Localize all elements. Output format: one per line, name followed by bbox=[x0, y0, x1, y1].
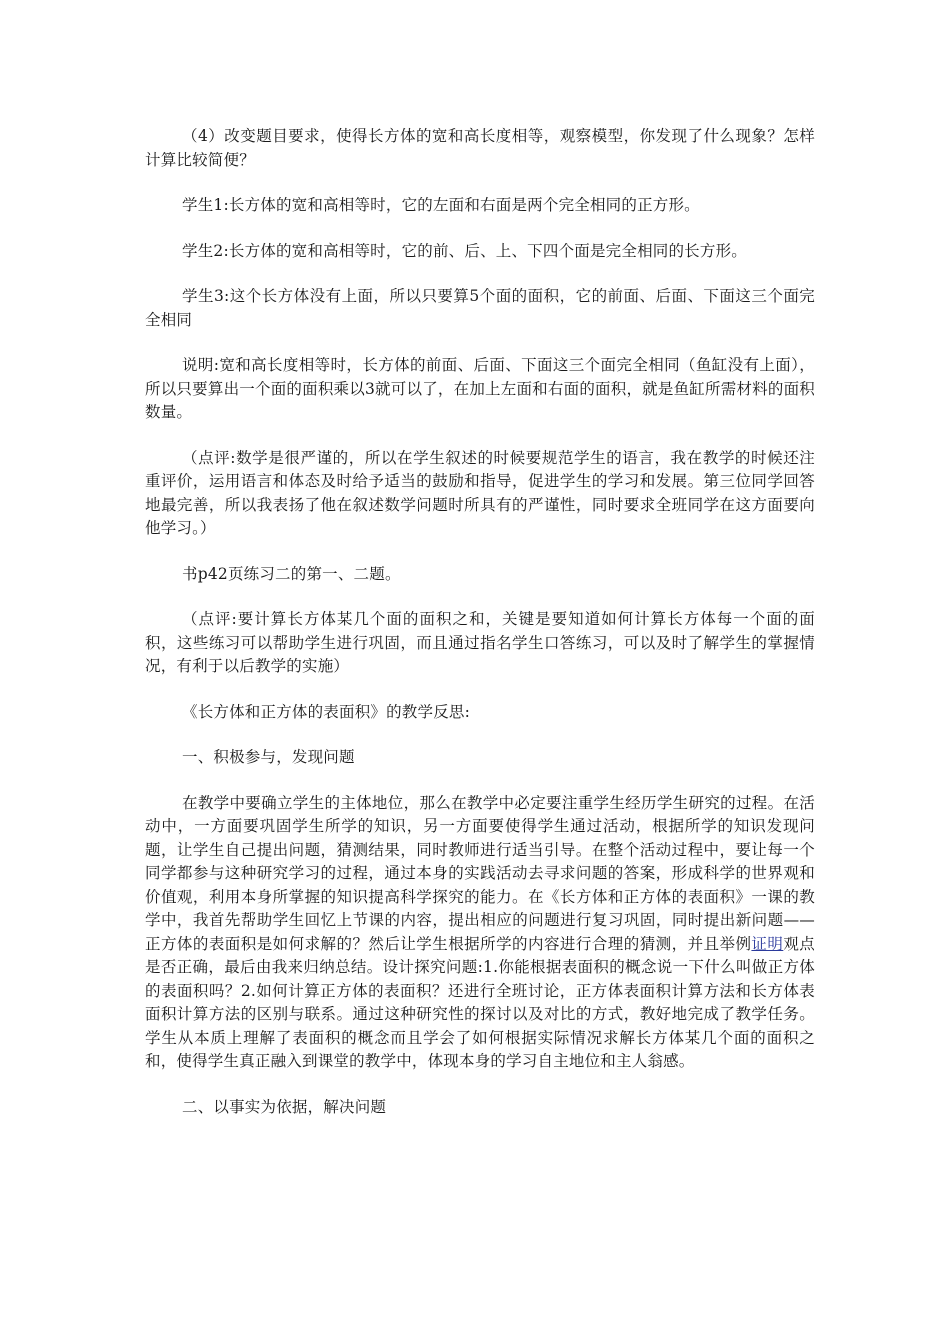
document-body bbox=[145, 125, 815, 1141]
proof-link[interactable]: 证明 bbox=[751, 934, 784, 953]
paragraph-reflection-body bbox=[145, 792, 815, 1074]
section-heading-2: 二、以事实为依据，解决问题 bbox=[182, 1097, 387, 1116]
paragraph-student-2: 学生2:长方体的宽和高相等时，它的前、后、上、下四个面是完全相同的长方形。 bbox=[182, 241, 747, 260]
reflection-text-before: 在教学中要确立学生的主体地位，那么在教学中必定要注重学生经历学生研究的过程。在活动中，一方面要巩固学生所学的知识，另一方面要使得学生通过活动，根据所学的知识发现问题，让学生自己提出问题，猜测结果，同时教师进行适当引导。在整个活动过程中，要让每一个同学都参与这种研究学习的过程，通过本身的实践活动去寻求问题的答案，形成科学的世界观和价值观，利用本身所掌握的知识提高科学探究的能力。在《长方体和正方体的表面积》一课的教学中，我首先帮助学生回忆上节课的内容，提出相应的问题进行复习巩固，同时提出新问题——正方体的表面积是如何求解的？然后让学生根据所学的内容进行合理的猜测，并且举例 bbox=[145, 793, 815, 953]
paragraph-reflection-title: 《长方体和正方体的表面积》的教学反思: bbox=[182, 702, 471, 721]
paragraph-student-3: 学生3:这个长方体没有上面，所以只要算5个面的面积，它的前面、后面、下面这三个面完全相同 bbox=[145, 287, 815, 329]
paragraph-comment-2: （点评:要计算长方体某几个面的面积之和，关键是要知道如何计算长方体每一个面的面积，这些练习可以帮助学生进行巩固，而且通过指名学生口答练习，可以及时了解学生的掌握情况，有利于以后教学的实施） bbox=[145, 610, 815, 675]
reflection-text-after: 观点是否正确，最后由我来归纳总结。设计探究问题:1.你能根据表面积的概念说一下什么叫做正方体的表面积吗？2.如何计算正方体的表面积？还进行全班讨论，正方体表面积计算方法和长方体表面积计算方法的区别与联系。通过这种研究性的探讨以及对比的方式，教好地完成了教学任务。学生从本质上理解了表面积的概念而且学会了如何根据实际情况求解长方体某几个面的面积之和，使得学生真正融入到课堂的教学中，体现本身的学习自主地位和主人翁感。 bbox=[145, 934, 816, 1070]
paragraph-explanation: 说明:宽和高长度相等时，长方体的前面、后面、下面这三个面完全相同（鱼缸没有上面），所以只要算出一个面的面积乘以3就可以了，在加上左面和右面的面积，就是鱼缸所需材料的面积数量。 bbox=[145, 356, 815, 421]
paragraph-student-1: 学生1:长方体的宽和高相等时，它的左面和右面是两个完全相同的正方形。 bbox=[182, 196, 700, 214]
paragraph-question-4: （4）改变题目要求，使得长方体的宽和高长度相等，观察模型，你发现了什么现象？怎样计算比较简便？ bbox=[145, 127, 815, 169]
paragraph-comment-1: （点评:数学是很严谨的，所以在学生叙述的时候要规范学生的语言，我在教学的时候还注重评价，运用语言和体态及时给予适当的鼓励和指导，促进学生的学习和发展。第三位同学回答地最完善，所以我表扬了他在叙述数学问题时所具有的严谨性，同时要求全班同学在这方面要向他学习。） bbox=[145, 448, 815, 537]
section-heading-1: 一、积极参与，发现问题 bbox=[182, 748, 355, 766]
paragraph-exercise: 书p42页练习二的第一、二题。 bbox=[182, 564, 401, 583]
